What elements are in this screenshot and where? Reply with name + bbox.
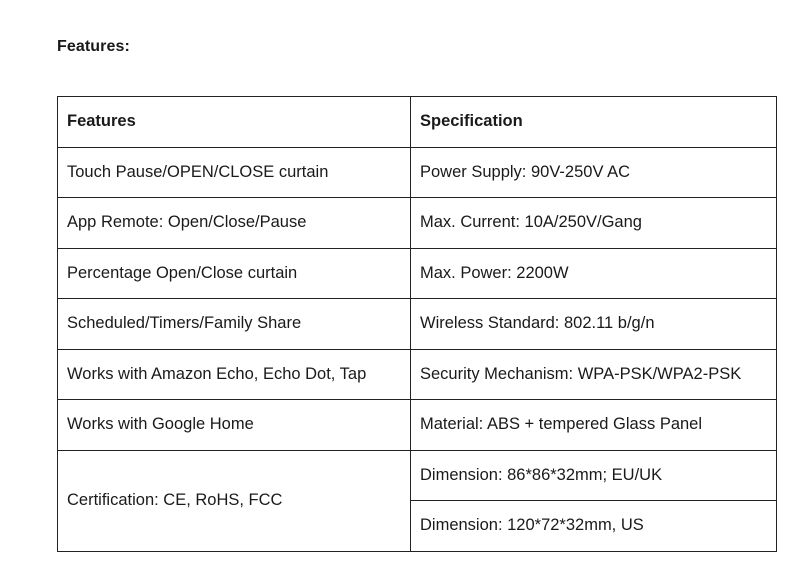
feature-cell: Percentage Open/Close curtain <box>58 248 411 299</box>
feature-cell: Touch Pause/OPEN/CLOSE curtain <box>58 147 411 198</box>
spec-cell: Power Supply: 90V-250V AC <box>411 147 777 198</box>
spec-cell: Max. Power: 2200W <box>411 248 777 299</box>
table-row <box>58 400 777 451</box>
section-heading: Features: <box>57 38 130 55</box>
table-row <box>58 248 777 299</box>
table-row <box>58 147 777 198</box>
feature-cell: Scheduled/Timers/Family Share <box>58 299 411 350</box>
table-row <box>58 450 777 501</box>
spec-cell: Dimension: 120*72*32mm, US <box>411 501 777 552</box>
header-specification: Specification <box>411 97 777 148</box>
header-features: Features <box>58 97 411 148</box>
feature-cell: App Remote: Open/Close/Pause <box>58 198 411 249</box>
table-row <box>58 299 777 350</box>
table-row <box>58 349 777 400</box>
spec-cell: Dimension: 86*86*32mm; EU/UK <box>411 450 777 501</box>
spec-cell: Security Mechanism: WPA-PSK/WPA2-PSK <box>411 349 777 400</box>
feature-cell: Works with Google Home <box>58 400 411 451</box>
spec-cell: Wireless Standard: 802.11 b/g/n <box>411 299 777 350</box>
spec-cell: Max. Current: 10A/250V/Gang <box>411 198 777 249</box>
spec-cell: Material: ABS + tempered Glass Panel <box>411 400 777 451</box>
features-table <box>57 96 777 552</box>
feature-cell: Works with Amazon Echo, Echo Dot, Tap <box>58 349 411 400</box>
certification-cell: Certification: CE, RoHS, FCC <box>58 450 411 551</box>
table-header-row <box>58 97 777 148</box>
table-row <box>58 198 777 249</box>
